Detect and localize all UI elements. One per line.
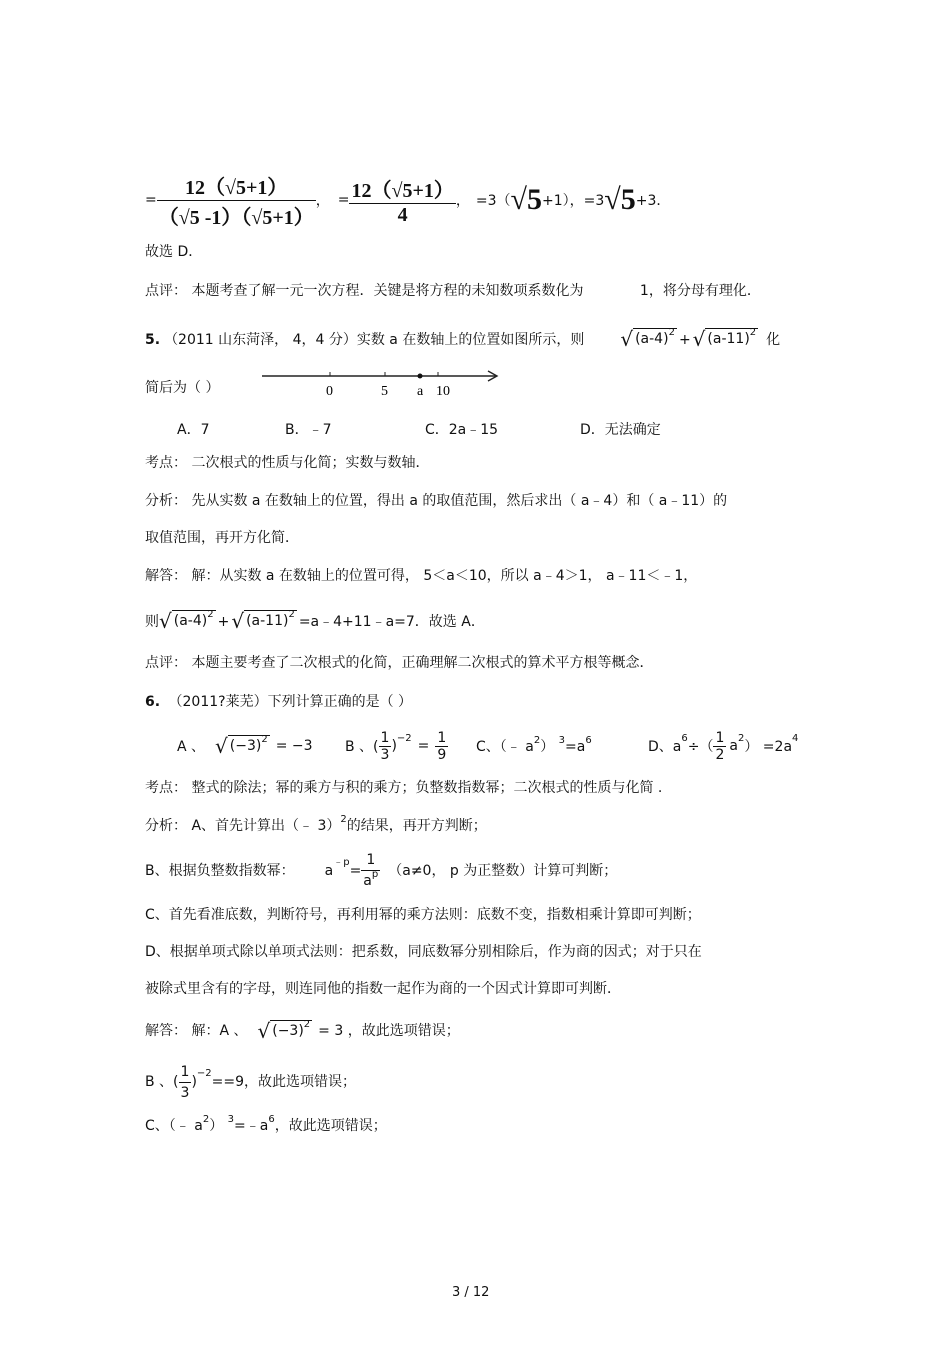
tick-label: 5: [381, 384, 388, 399]
radical: [215, 735, 270, 758]
q6-option-d: [648, 722, 798, 770]
jieda-text: ，故此选项错误；: [274, 1118, 387, 1134]
divide-sign: ÷（: [687, 739, 714, 755]
exponent: ﹣p: [333, 857, 350, 868]
comment-text: 点评： 本题考查了解一元一次方程．关键是将方程的未知数项系数化为: [145, 283, 584, 299]
result: = −3: [275, 738, 313, 754]
exponent: 6: [268, 1114, 275, 1125]
radicand: [633, 328, 677, 351]
denominator: （√5 -1）（√5+1）: [158, 206, 314, 229]
exponent: 3: [227, 1114, 235, 1125]
fraction: [435, 730, 448, 763]
exponent: 4: [792, 732, 799, 744]
option-label: A 、: [177, 739, 206, 755]
equals-sign: =: [145, 192, 157, 208]
radical-2: [693, 328, 759, 351]
denominator: 4: [397, 203, 408, 226]
radical-1: [620, 328, 677, 351]
equals-sign: =: [349, 863, 362, 879]
sqrt-icon: √: [620, 327, 634, 351]
fraction: [361, 850, 380, 893]
point-a: [418, 374, 423, 379]
solution-text: 则: [145, 613, 159, 630]
fenxi-b-line: [145, 850, 617, 892]
jieda-text: =﹣a: [234, 1118, 269, 1134]
fenxi-text: B、根据负整数指数幂：: [145, 863, 295, 879]
radicand-text: (a-4): [635, 331, 669, 347]
radicand-text: (−3): [229, 737, 262, 754]
sqrt-icon: √: [231, 609, 245, 633]
jieda-text: C、（﹣ a: [145, 1118, 203, 1134]
exponent: 2: [261, 733, 268, 745]
fenxi-line: 分析： 先从实数 a 在数轴上的位置，得出 a 的取值范围，然后求出（ a﹣4）和（ a﹣11）的: [145, 493, 728, 509]
exponent: −2: [196, 1068, 212, 1079]
denominator-base: a: [363, 872, 372, 889]
exponent: −2: [396, 732, 412, 744]
question-number: 6.: [145, 694, 161, 710]
fenxi-line: [145, 816, 487, 838]
fraction: [713, 730, 726, 763]
denominator: 3: [180, 1084, 190, 1101]
variable: a: [729, 738, 738, 754]
fenxi-text: 的结果，再开方判断；: [346, 818, 487, 834]
question-text: （2011?莱芜）下列计算正确的是（ ）: [168, 694, 413, 710]
radicand: [244, 610, 297, 633]
expression-text: +1），=3: [541, 193, 605, 209]
exponent: 2: [207, 609, 214, 620]
option-d: D．无法确定: [580, 422, 661, 438]
radicand: [270, 1020, 312, 1043]
option-label: D、a: [648, 739, 682, 755]
fenxi-line: 取值范围，再开方化简．: [145, 530, 299, 546]
dianping-line: 点评： 本题主要考查了二次根式的化简，正确理解二次根式的算术平方根等概念．: [145, 655, 654, 671]
numerator: 12（√5+1）: [185, 176, 288, 199]
kaodian-line: 考点： 二次根式的性质与化简；实数与数轴．: [145, 455, 430, 471]
plus-sign: +: [217, 613, 230, 630]
sqrt-icon: √: [692, 327, 706, 351]
equals-sign: =: [417, 738, 430, 754]
paren: ）: [540, 739, 559, 755]
denominator: 3: [380, 746, 390, 763]
jieda-b-line: [145, 1060, 356, 1104]
numerator: 1: [380, 729, 390, 746]
question-5-stem: [145, 328, 780, 351]
solution-line: [145, 610, 485, 633]
radical: [257, 1020, 312, 1043]
numerator: 1: [437, 729, 447, 746]
exponent: 6: [585, 735, 592, 746]
option-label: B 、(: [345, 739, 379, 755]
exponent: 2: [737, 732, 745, 744]
radicand: [172, 610, 216, 633]
numerator: 1: [180, 1063, 190, 1080]
question-number: 5.: [145, 331, 161, 348]
exponent: 2: [303, 1018, 311, 1030]
fenxi-text: （a≠0， p 为正整数）计算可判断；: [388, 863, 618, 879]
option-label: C、（﹣ a: [476, 739, 534, 755]
fenxi-d-line-2: 被除式里含有的字母，则连同他的指数一起作为商的一个因式计算即可判断．: [145, 981, 621, 997]
sqrt-icon: √: [159, 609, 172, 633]
equals-sign: =: [337, 192, 350, 208]
fenxi-text: 分析： A、首先计算出（﹣ 3）: [145, 818, 341, 834]
fraction: [179, 1062, 192, 1103]
expression-text: +3．: [635, 193, 671, 209]
plus-sign: +: [678, 331, 691, 348]
radicand: [228, 735, 270, 758]
fraction: [379, 730, 392, 763]
solution-text: =a﹣4+11﹣a=7．故选 A．: [298, 613, 485, 630]
comment-text: 1，将分母有理化．: [639, 283, 761, 299]
exponent: p: [371, 868, 379, 880]
equation-line: [145, 165, 670, 235]
q6-option-c: [476, 736, 592, 756]
radicand-text: (a-11): [246, 613, 289, 629]
sqrt-icon: √: [215, 733, 228, 758]
separator: ，: [315, 193, 330, 209]
radicand-text: (a-4): [173, 613, 208, 629]
option-a: A．7: [177, 422, 210, 438]
variable: a: [324, 863, 334, 879]
separator: ，: [455, 193, 470, 209]
numerator: 12（√5+1）: [351, 179, 454, 202]
jieda-line: 解答： 解：从实数 a 在数轴上的位置可得， 5＜a＜10，所以 a﹣4＞1， a﹣11＜﹣1，: [145, 568, 698, 584]
jieda-a-line: [145, 1016, 460, 1046]
denominator: 9: [437, 746, 447, 763]
radical-1: [159, 610, 216, 633]
question-6-stem: [145, 692, 412, 712]
result: ） =2a: [744, 739, 793, 755]
radicand-text: (−3): [272, 1022, 304, 1039]
fraction-1: [157, 171, 316, 230]
number-line: [262, 365, 502, 401]
option-b: B．﹣7: [285, 422, 332, 438]
option-c: C．2a﹣15: [425, 422, 499, 438]
radical-2: [231, 610, 297, 633]
jieda-text: 解答： 解：A 、: [145, 1023, 248, 1039]
paren: ): [391, 738, 397, 754]
point-label: a: [417, 384, 424, 399]
expression-text: =3（: [475, 193, 511, 209]
denominator: 2: [715, 746, 725, 763]
radicand: [705, 328, 758, 351]
tick-label: 0: [326, 384, 333, 399]
numerator: 1: [715, 729, 725, 746]
exponent: 2: [288, 609, 295, 620]
numerator: 1: [366, 851, 376, 868]
tick-label: 10: [436, 384, 450, 399]
fenxi-d-line: D、根据单项式除以单项式法则：把系数，同底数幂分别相除后，作为商的因式；对于只在: [145, 944, 702, 960]
jieda-text: ==9，故此选项错误；: [211, 1074, 357, 1090]
radicand-text: (a-11): [707, 331, 750, 347]
sqrt-icon: √: [257, 1018, 271, 1043]
jieda-c-line: [145, 1116, 387, 1138]
exponent: 2: [202, 1114, 210, 1125]
q6-option-b: [345, 722, 448, 770]
jieda-text: = 3 ，故此选项错误；: [318, 1023, 460, 1039]
sqrt-five: √5: [604, 183, 636, 216]
question-5-stem-2: 简后为（ ）: [145, 380, 220, 396]
page-number: 3 / 12: [452, 1285, 490, 1300]
exponent: 2: [668, 327, 675, 338]
denominator: [361, 868, 380, 893]
result: =a: [565, 739, 586, 755]
jieda-text: B 、(: [145, 1074, 179, 1090]
fraction-2: [349, 174, 455, 227]
kaodian-line: 考点： 整式的除法；幂的乘方与积的乘方；负整数指数幂；二次根式的性质与化简 .: [145, 780, 663, 796]
comment-line: [145, 281, 761, 301]
answer-line: 故选 D．: [145, 244, 203, 260]
question-text: （2011 山东菏泽， 4，4 分）实数 a 在数轴上的位置如图所示，则: [164, 331, 585, 348]
sqrt-five: √5: [510, 183, 542, 216]
fenxi-c-line: C、首先看准底数，判断符号，再利用幂的乘方法则：底数不变，指数相乘计算即可判断；: [145, 907, 701, 923]
exponent: 2: [749, 327, 757, 338]
exponent: 2: [340, 814, 347, 825]
paren: ）: [209, 1118, 228, 1134]
exponent: 3: [558, 735, 566, 746]
paren: ): [191, 1074, 197, 1090]
question-text: 化: [766, 331, 781, 348]
exponent: 2: [533, 735, 541, 746]
exponent: 6: [681, 732, 688, 744]
q6-option-a: [177, 730, 313, 762]
